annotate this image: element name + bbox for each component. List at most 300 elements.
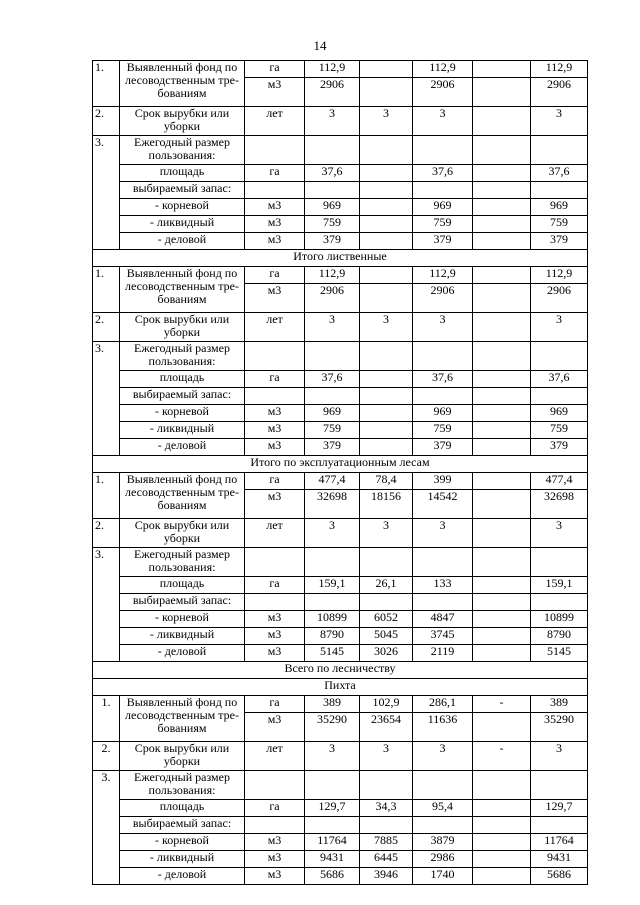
value-cell: 5145 <box>305 645 360 662</box>
empty-cell <box>413 771 473 800</box>
value-cell <box>473 267 531 284</box>
value-cell: 32698 <box>531 490 588 519</box>
value-cell: 10899 <box>531 611 588 628</box>
empty-cell <box>305 388 360 405</box>
empty-cell <box>360 136 413 165</box>
value-cell: 129,7 <box>305 800 360 817</box>
value-cell <box>473 834 531 851</box>
empty-cell <box>360 182 413 199</box>
value-cell: 5686 <box>531 868 588 885</box>
table-row <box>93 182 588 199</box>
table-row <box>93 371 588 388</box>
row-label: - корневой <box>120 199 245 216</box>
row-label: Срок вырубки или уборки <box>120 107 245 136</box>
value-cell: 3 <box>413 313 473 342</box>
value-cell <box>360 267 413 284</box>
value-cell <box>473 233 531 250</box>
empty-cell <box>245 182 305 199</box>
table-row <box>93 742 588 771</box>
section-title: Всего по лесничеству <box>93 662 588 679</box>
value-cell <box>473 107 531 136</box>
species-title: Пихта <box>93 679 588 696</box>
unit-cell: га <box>245 267 305 284</box>
empty-cell <box>360 548 413 577</box>
value-cell: 3 <box>360 107 413 136</box>
row-label: Ежегодный размер пользования: <box>120 342 245 371</box>
table-row <box>93 342 588 371</box>
row-label: выбираемый запас: <box>120 817 245 834</box>
value-cell: 37,6 <box>413 165 473 182</box>
table-row <box>93 136 588 165</box>
row-label: - деловой <box>120 233 245 250</box>
empty-cell <box>413 594 473 611</box>
empty-cell <box>305 771 360 800</box>
value-cell: 2906 <box>531 78 588 107</box>
value-cell: 3 <box>360 742 413 771</box>
value-cell <box>360 422 413 439</box>
value-cell: 2906 <box>305 284 360 313</box>
unit-cell: м3 <box>245 868 305 885</box>
value-cell <box>473 851 531 868</box>
empty-cell <box>531 342 588 371</box>
value-cell: 5686 <box>305 868 360 885</box>
unit-cell: м3 <box>245 78 305 107</box>
value-cell: 759 <box>305 422 360 439</box>
value-cell: 477,4 <box>531 473 588 490</box>
value-cell: 969 <box>305 405 360 422</box>
row-label: Выявленный фонд по лесоводственным тре-бованиям <box>120 267 245 313</box>
value-cell <box>473 473 531 490</box>
forest-use-table <box>92 60 588 885</box>
empty-cell <box>531 817 588 834</box>
value-cell: 23654 <box>360 713 413 742</box>
unit-cell: м3 <box>245 199 305 216</box>
row-label: площадь <box>120 577 245 594</box>
table-row <box>93 473 588 490</box>
value-cell <box>473 439 531 456</box>
value-cell <box>360 405 413 422</box>
value-cell <box>473 216 531 233</box>
value-cell: 969 <box>305 199 360 216</box>
empty-cell <box>360 594 413 611</box>
value-cell: 969 <box>531 199 588 216</box>
row-number: 3. <box>93 771 120 885</box>
value-cell <box>473 868 531 885</box>
row-label: площадь <box>120 800 245 817</box>
value-cell: 3 <box>305 107 360 136</box>
value-cell <box>473 78 531 107</box>
value-cell: 969 <box>531 405 588 422</box>
row-number: 2. <box>93 742 120 771</box>
row-label: - деловой <box>120 868 245 885</box>
row-label: Срок вырубки или уборки <box>120 742 245 771</box>
empty-cell <box>531 182 588 199</box>
unit-cell: га <box>245 371 305 388</box>
value-cell: 11764 <box>531 834 588 851</box>
row-label: - корневой <box>120 834 245 851</box>
value-cell: - <box>473 742 531 771</box>
row-label: - ликвидный <box>120 422 245 439</box>
value-cell: 95,4 <box>413 800 473 817</box>
unit-cell: га <box>245 577 305 594</box>
value-cell: 3 <box>531 519 588 548</box>
empty-cell <box>245 548 305 577</box>
value-cell: 2906 <box>531 284 588 313</box>
value-cell: 18156 <box>360 490 413 519</box>
value-cell: 26,1 <box>360 577 413 594</box>
value-cell: 969 <box>413 405 473 422</box>
value-cell: 3026 <box>360 645 413 662</box>
value-cell: 37,6 <box>305 371 360 388</box>
table-row <box>93 388 588 405</box>
empty-cell <box>245 594 305 611</box>
table-row <box>93 216 588 233</box>
table-row <box>93 771 588 800</box>
value-cell <box>473 800 531 817</box>
value-cell: 133 <box>413 577 473 594</box>
empty-cell <box>305 594 360 611</box>
value-cell <box>473 371 531 388</box>
empty-cell <box>305 548 360 577</box>
value-cell: 78,4 <box>360 473 413 490</box>
value-cell: 379 <box>413 439 473 456</box>
value-cell: 112,9 <box>531 61 588 78</box>
value-cell <box>473 628 531 645</box>
table-row <box>93 611 588 628</box>
value-cell: 3 <box>531 107 588 136</box>
empty-cell <box>245 388 305 405</box>
value-cell <box>473 713 531 742</box>
value-cell: 3 <box>305 519 360 548</box>
section-header-row <box>93 456 588 473</box>
table-row <box>93 165 588 182</box>
value-cell: 11636 <box>413 713 473 742</box>
table-row <box>93 851 588 868</box>
empty-cell <box>305 182 360 199</box>
unit-cell: м3 <box>245 713 305 742</box>
value-cell: 389 <box>305 696 360 713</box>
row-label: - корневой <box>120 611 245 628</box>
value-cell <box>473 405 531 422</box>
unit-cell: га <box>245 61 305 78</box>
row-label: - деловой <box>120 439 245 456</box>
unit-cell: лет <box>245 519 305 548</box>
unit-cell: м3 <box>245 284 305 313</box>
row-number: 1. <box>93 473 120 519</box>
value-cell <box>360 61 413 78</box>
value-cell: 3 <box>413 107 473 136</box>
empty-cell <box>473 388 531 405</box>
value-cell: 9431 <box>531 851 588 868</box>
value-cell: 3879 <box>413 834 473 851</box>
row-label: - деловой <box>120 645 245 662</box>
row-number: 3. <box>93 548 120 662</box>
row-number: 2. <box>93 107 120 136</box>
empty-cell <box>413 548 473 577</box>
unit-cell: м3 <box>245 405 305 422</box>
value-cell: 477,4 <box>305 473 360 490</box>
value-cell: 759 <box>531 216 588 233</box>
table-row <box>93 61 588 78</box>
value-cell: 35290 <box>305 713 360 742</box>
row-number: 2. <box>93 519 120 548</box>
value-cell: 3 <box>413 742 473 771</box>
empty-cell <box>413 388 473 405</box>
unit-cell: лет <box>245 313 305 342</box>
value-cell: 2906 <box>413 284 473 313</box>
value-cell: 159,1 <box>305 577 360 594</box>
value-cell: 6052 <box>360 611 413 628</box>
unit-cell: лет <box>245 107 305 136</box>
table-row <box>93 645 588 662</box>
empty-cell <box>531 771 588 800</box>
section-title: Итого лиственные <box>93 250 588 267</box>
value-cell: 3745 <box>413 628 473 645</box>
value-cell: 10899 <box>305 611 360 628</box>
empty-cell <box>245 817 305 834</box>
table-row <box>93 233 588 250</box>
empty-cell <box>245 136 305 165</box>
table-row <box>93 519 588 548</box>
value-cell: 4847 <box>413 611 473 628</box>
value-cell: 3 <box>360 519 413 548</box>
value-cell <box>473 611 531 628</box>
value-cell: 3 <box>305 313 360 342</box>
table-row <box>93 405 588 422</box>
table-row <box>93 267 588 284</box>
empty-cell <box>360 771 413 800</box>
value-cell: 379 <box>305 439 360 456</box>
value-cell: 7885 <box>360 834 413 851</box>
table-row <box>93 868 588 885</box>
value-cell: 759 <box>413 216 473 233</box>
unit-cell: га <box>245 696 305 713</box>
value-cell <box>360 439 413 456</box>
table-row <box>93 817 588 834</box>
value-cell: 37,6 <box>305 165 360 182</box>
row-number: 1. <box>93 61 120 107</box>
unit-cell: га <box>245 473 305 490</box>
value-cell: 112,9 <box>413 267 473 284</box>
empty-cell <box>413 342 473 371</box>
table-row <box>93 439 588 456</box>
value-cell: 112,9 <box>305 267 360 284</box>
row-label: - ликвидный <box>120 216 245 233</box>
empty-cell <box>360 342 413 371</box>
value-cell <box>360 233 413 250</box>
value-cell: 102,9 <box>360 696 413 713</box>
empty-cell <box>473 342 531 371</box>
value-cell <box>360 78 413 107</box>
table-row <box>93 696 588 713</box>
empty-cell <box>473 594 531 611</box>
table-row <box>93 107 588 136</box>
table-row <box>93 800 588 817</box>
value-cell: 379 <box>531 233 588 250</box>
value-cell: 5145 <box>531 645 588 662</box>
row-label: Выявленный фонд по лесоводственным тре-бованиям <box>120 473 245 519</box>
unit-cell: м3 <box>245 233 305 250</box>
value-cell <box>360 216 413 233</box>
value-cell: 35290 <box>531 713 588 742</box>
value-cell: 9431 <box>305 851 360 868</box>
value-cell: 34,3 <box>360 800 413 817</box>
value-cell: 159,1 <box>531 577 588 594</box>
empty-cell <box>360 388 413 405</box>
empty-cell <box>531 594 588 611</box>
value-cell: 37,6 <box>413 371 473 388</box>
value-cell: 8790 <box>305 628 360 645</box>
value-cell: 379 <box>413 233 473 250</box>
row-label: - корневой <box>120 405 245 422</box>
empty-cell <box>413 182 473 199</box>
value-cell: 2986 <box>413 851 473 868</box>
row-label: - ликвидный <box>120 628 245 645</box>
value-cell <box>473 519 531 548</box>
value-cell <box>360 165 413 182</box>
value-cell: 379 <box>531 439 588 456</box>
value-cell: 3946 <box>360 868 413 885</box>
unit-cell: м3 <box>245 611 305 628</box>
empty-cell <box>473 182 531 199</box>
unit-cell: м3 <box>245 216 305 233</box>
unit-cell: га <box>245 165 305 182</box>
section-subheader-row <box>93 679 588 696</box>
unit-cell: м3 <box>245 439 305 456</box>
value-cell: 1740 <box>413 868 473 885</box>
value-cell: 3 <box>305 742 360 771</box>
value-cell <box>473 645 531 662</box>
value-cell: 8790 <box>531 628 588 645</box>
empty-cell <box>413 136 473 165</box>
unit-cell: лет <box>245 742 305 771</box>
value-cell: 2119 <box>413 645 473 662</box>
section-title: Итого по эксплуатационным лесам <box>93 456 588 473</box>
empty-cell <box>305 136 360 165</box>
value-cell: 759 <box>531 422 588 439</box>
row-number: 1. <box>93 696 120 742</box>
value-cell: 969 <box>413 199 473 216</box>
value-cell: 32698 <box>305 490 360 519</box>
table-row <box>93 594 588 611</box>
value-cell: 3 <box>413 519 473 548</box>
value-cell: 37,6 <box>531 165 588 182</box>
value-cell: 379 <box>305 233 360 250</box>
table-row <box>93 834 588 851</box>
value-cell <box>473 199 531 216</box>
empty-cell <box>245 771 305 800</box>
row-number: 3. <box>93 136 120 250</box>
value-cell: 2906 <box>413 78 473 107</box>
row-label: площадь <box>120 371 245 388</box>
row-label: площадь <box>120 165 245 182</box>
table-row <box>93 199 588 216</box>
value-cell: 2906 <box>305 78 360 107</box>
empty-cell <box>245 342 305 371</box>
empty-cell <box>473 136 531 165</box>
row-label: Выявленный фонд по лесоводственным тре-бованиям <box>120 696 245 742</box>
value-cell <box>360 284 413 313</box>
table-row <box>93 422 588 439</box>
unit-cell: м3 <box>245 628 305 645</box>
value-cell: 286,1 <box>413 696 473 713</box>
row-number: 3. <box>93 342 120 456</box>
value-cell: 3 <box>531 742 588 771</box>
section-header-row <box>93 250 588 267</box>
value-cell: 112,9 <box>531 267 588 284</box>
unit-cell: м3 <box>245 851 305 868</box>
table-row <box>93 577 588 594</box>
value-cell: - <box>473 696 531 713</box>
empty-cell <box>360 817 413 834</box>
unit-cell: га <box>245 800 305 817</box>
empty-cell <box>473 548 531 577</box>
value-cell <box>473 422 531 439</box>
value-cell: 759 <box>413 422 473 439</box>
unit-cell: м3 <box>245 834 305 851</box>
value-cell: 14542 <box>413 490 473 519</box>
value-cell <box>473 61 531 78</box>
row-label: - ликвидный <box>120 851 245 868</box>
row-number: 1. <box>93 267 120 313</box>
value-cell: 3 <box>360 313 413 342</box>
empty-cell <box>305 817 360 834</box>
unit-cell: м3 <box>245 490 305 519</box>
empty-cell <box>473 771 531 800</box>
row-label: Ежегодный размер пользования: <box>120 136 245 165</box>
value-cell: 759 <box>305 216 360 233</box>
value-cell <box>473 284 531 313</box>
empty-cell <box>305 342 360 371</box>
value-cell <box>473 313 531 342</box>
unit-cell: м3 <box>245 645 305 662</box>
table-row <box>93 628 588 645</box>
page-number: 14 <box>313 38 327 53</box>
value-cell <box>473 490 531 519</box>
row-label: Срок вырубки или уборки <box>120 313 245 342</box>
row-label: Выявленный фонд по лесоводственным тре-бованиям <box>120 61 245 107</box>
value-cell: 399 <box>413 473 473 490</box>
value-cell <box>360 371 413 388</box>
value-cell <box>473 577 531 594</box>
section-header-row <box>93 662 588 679</box>
value-cell: 129,7 <box>531 800 588 817</box>
empty-cell <box>473 817 531 834</box>
empty-cell <box>531 136 588 165</box>
row-label: выбираемый запас: <box>120 182 245 199</box>
table-row <box>93 313 588 342</box>
empty-cell <box>531 388 588 405</box>
value-cell: 3 <box>531 313 588 342</box>
value-cell: 6445 <box>360 851 413 868</box>
value-cell <box>360 199 413 216</box>
row-label: выбираемый запас: <box>120 594 245 611</box>
row-label: Ежегодный размер пользования: <box>120 771 245 800</box>
row-label: Срок вырубки или уборки <box>120 519 245 548</box>
value-cell: 5045 <box>360 628 413 645</box>
row-label: Ежегодный размер пользования: <box>120 548 245 577</box>
row-label: выбираемый запас: <box>120 388 245 405</box>
value-cell: 112,9 <box>413 61 473 78</box>
value-cell: 112,9 <box>305 61 360 78</box>
empty-cell <box>531 548 588 577</box>
value-cell: 37,6 <box>531 371 588 388</box>
value-cell: 11764 <box>305 834 360 851</box>
empty-cell <box>413 817 473 834</box>
value-cell <box>473 165 531 182</box>
unit-cell: м3 <box>245 422 305 439</box>
table-row <box>93 548 588 577</box>
